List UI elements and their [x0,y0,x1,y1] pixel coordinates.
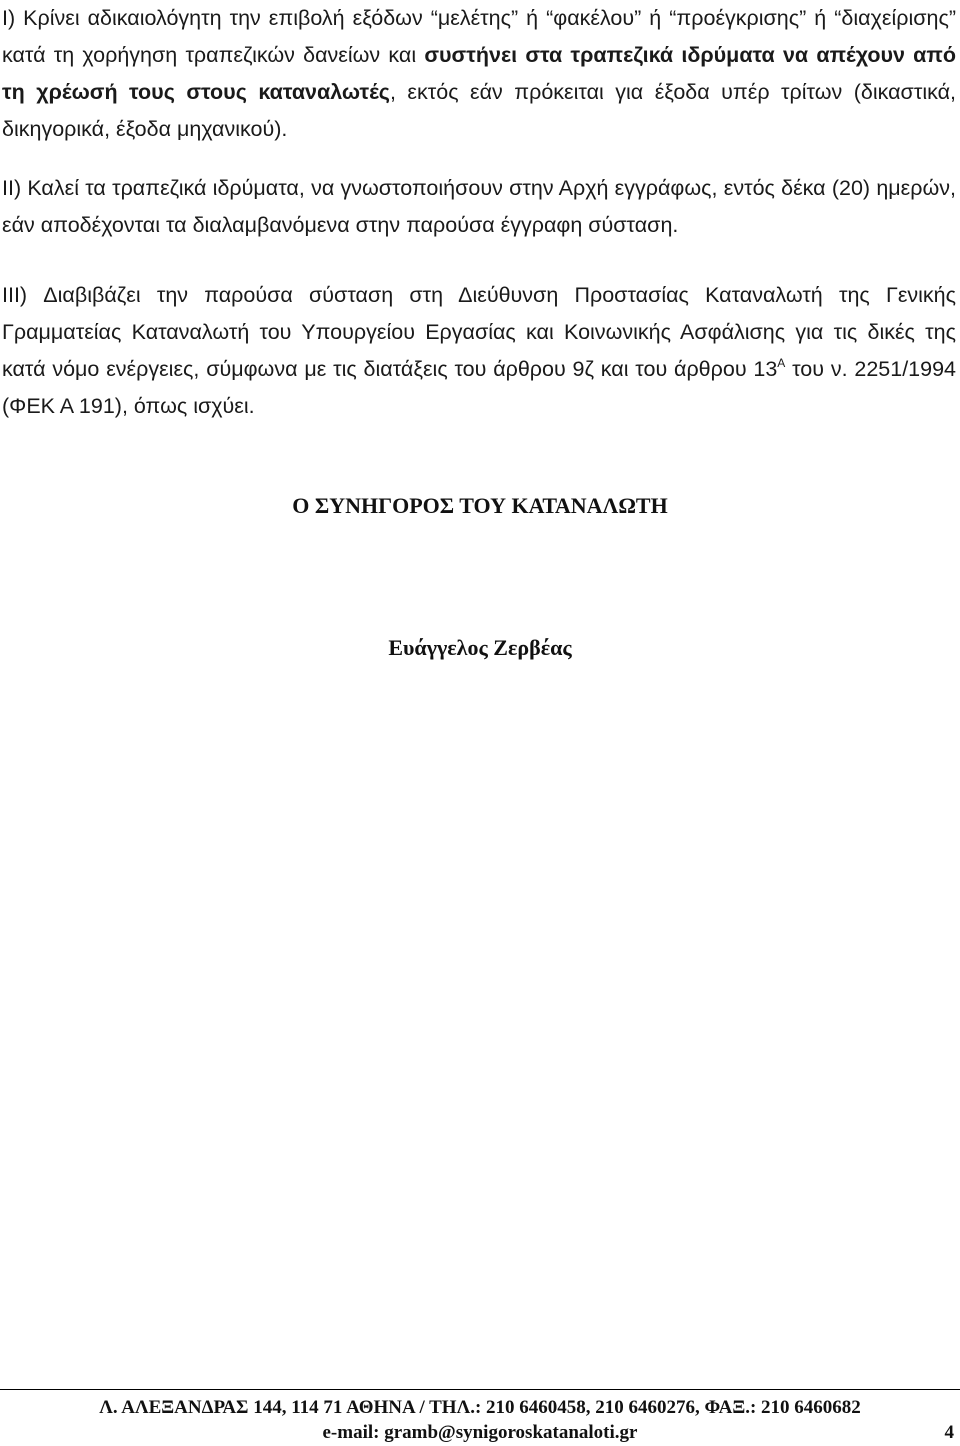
page-number: 4 [944,1422,954,1443]
footer-email: e-mail: gramb@synigoroskatanaloti.gr [322,1422,638,1443]
paragraph-recommendation-iii [2,277,956,425]
signatory-name: Ευάγγελος Ζερβέας [388,635,572,660]
paragraph-recommendation-i [2,0,956,148]
paragraph-ii-text: II) Καλεί τα τραπεζικά ιδρύματα, να γνωστοποιήσουν στην Αρχή εγγράφως, εντός δέκα (20) ημερών, εάν αποδέχονται τα διαλαμβανόμενα στην παρούσα έγγραφη σύσταση. [2,176,956,237]
paragraph-i-text: I) Κρίνει αδικαιολόγητη την επιβολή εξόδων “μελέτης” ή “φακέλου” ή “προέγκρισης” ή “διαχείρισης” κατά τη χορήγηση τραπεζικών δανείων και [2,6,956,67]
footer-divider [0,1389,960,1390]
paragraph-i-bold-text: συστήνει στα τραπεζικά ιδρύματα να απέχουν από τη χρέωσή τους στους καταναλωτές [2,43,956,104]
paragraph-iii-text-end: του ν. 2251/1994 (ΦΕΚ Α 191), όπως ισχύει. [2,357,956,418]
paragraph-recommendation-ii [2,170,956,244]
paragraph-iii-text: III) Διαβιβάζει την παρούσα σύσταση στη Διεύθυνση Προστασίας Καταναλωτή της Γενικής Γραμματείας Καταναλωτή του Υπουργείου Εργασίας και Κοινωνικής Ασφάλισης για τις δικές της κατά νόμο ενέργειες, σύμφωνα με τις διατάξεις του άρθρου 9ζ και του άρθρου 13 [2,283,956,381]
signatory-organization: Ο ΣΥΝΗΓΟΡΟΣ ΤΟΥ ΚΑΤΑΝΑΛΩΤΗ [292,493,668,518]
paragraph-i-text-end: , εκτός εάν πρόκειται για έξοδα υπέρ τρίτων (δικαστικά, δικηγορικά, έξοδα μηχανικού). [2,80,956,141]
article-superscript: Α [777,356,786,370]
footer-address: Λ. ΑΛΕΞΑΝΔΡΑΣ 144, 114 71 ΑΘΗΝΑ / ΤΗΛ.: 210 6460458, 210 6460276, ΦΑΞ.: 210 6460682 [99,1397,861,1418]
